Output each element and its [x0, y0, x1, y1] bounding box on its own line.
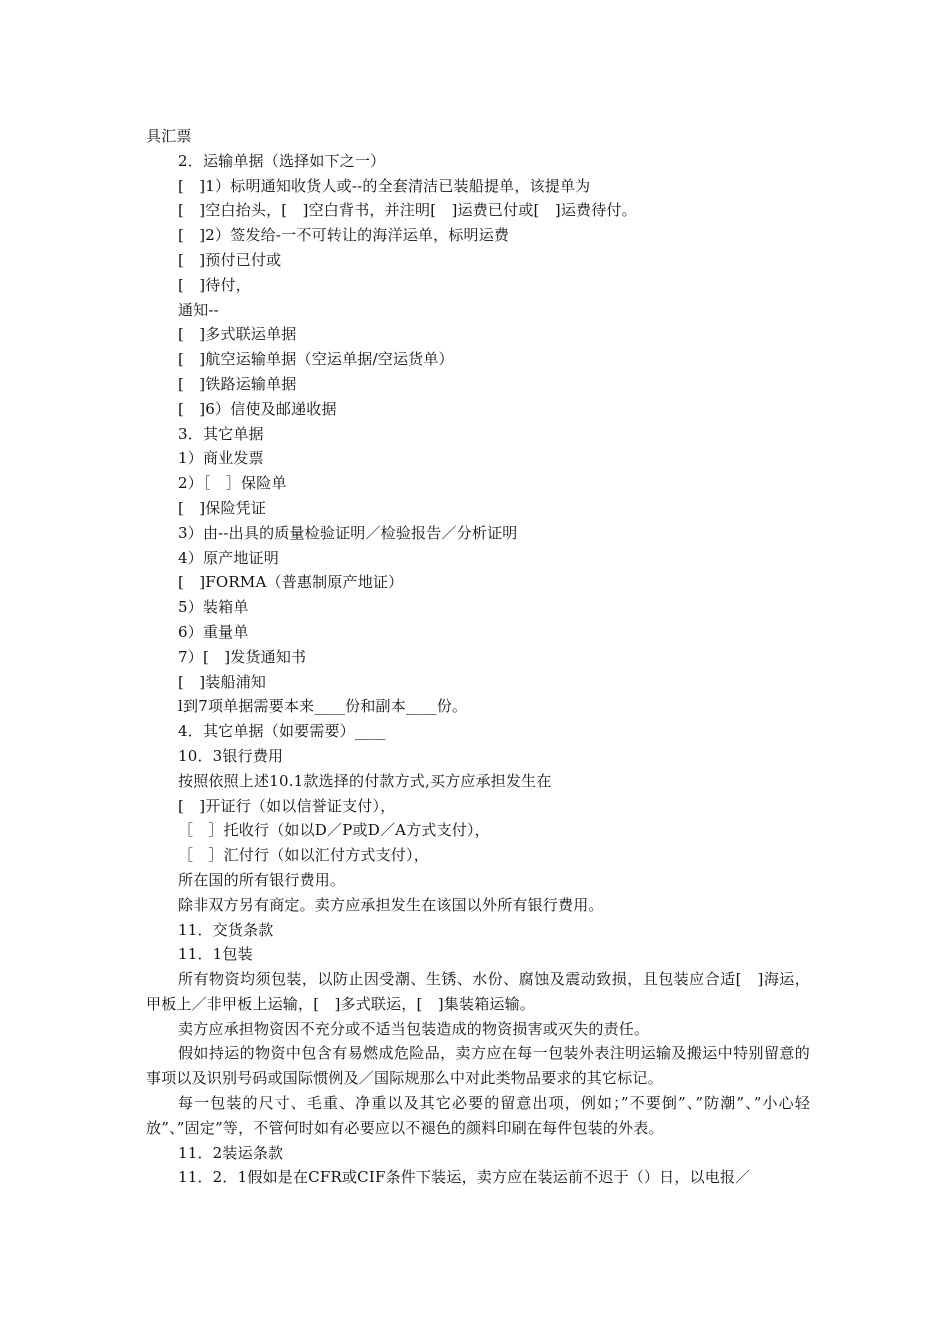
- text-line: [ ]开证行（如以信誉证支付），: [178, 796, 396, 815]
- document-body: [146, 124, 810, 1190]
- text-line: 11．2装运条款: [178, 1143, 284, 1162]
- text-line: 11．1包装: [178, 945, 253, 964]
- text-line: [ ]装船浦知: [178, 672, 267, 691]
- text-line: 2．运输单据（选择如下之一）: [178, 151, 386, 170]
- text-line: [ ]待付，: [178, 275, 251, 294]
- text-line: 3）由--出具的质量检验证明／检验报告／分析证明: [178, 523, 518, 542]
- text-line: [ ]保险凭证: [178, 498, 267, 517]
- text-line: 4．其它单据（如要需要）____: [178, 722, 386, 741]
- text-line: [ ]预付已付或: [178, 250, 282, 269]
- paragraph: 每一包装的尺寸、毛重、净重以及其它必要的留意出项，例如；”不要倒”、”防潮”、”小心轻放”、”固定”等，不管何时如有必要应以不褪色的颜料印刷在每件包装的外表。: [146, 1094, 810, 1137]
- text-line: [ ]FORMA（普惠制原产地证）: [178, 573, 404, 592]
- text-line: [ ]2）签发给-一不可转让的海洋运单，标明运费: [178, 226, 510, 245]
- text-line: [ ]航空运输单据（空运单据/空运货单）: [178, 350, 454, 369]
- text-line: ［ ］托收行（如以D／P或D／A方式支付），: [178, 821, 490, 840]
- text-line: 3．其它单据: [178, 424, 264, 443]
- paragraph: 所有物资均须包装，以防止因受潮、生锈、水份、腐蚀及震动致损，且包装应合适[ ]海运，甲板上／非甲板上运输，[ ]多式联运，[ ]集装箱运输。: [146, 970, 810, 1013]
- text-line: 除非双方另有商定。卖方应承担发生在该国以外所有银行费用。: [178, 895, 604, 914]
- text-line: [ ]1）标明通知收货人或--的全套清洁已装船提单，该提单为: [178, 176, 591, 195]
- text-line: 11．2．1假如是在CFR或CIF条件下装运，卖方应在装运前不迟于（）日，以电报／: [178, 1168, 751, 1187]
- text-line: 通知--: [178, 300, 219, 319]
- text-line: 11．交货条款: [178, 920, 274, 939]
- text-line: 具汇票: [146, 127, 192, 145]
- text-line: 2）［ ］保险单: [178, 474, 287, 493]
- text-line: [ ]多式联运单据: [178, 325, 297, 344]
- paragraph: 卖方应承担物资因不充分或不适当包装造成的物资损害或灭失的责任。: [178, 1019, 650, 1038]
- text-line: 所在国的所有银行费用。: [178, 870, 346, 889]
- text-line: l到7项单据需要本来____份和副本____份。: [178, 697, 468, 716]
- text-line: [ ]6）信使及邮递收据: [178, 399, 337, 418]
- text-line: 7）[ ]发货通知书: [178, 647, 307, 666]
- text-line: [ ]铁路运输单据: [178, 374, 297, 393]
- text-line: 10．3银行费用: [178, 746, 284, 765]
- text-line: 1）商业发票: [178, 449, 264, 468]
- paragraph: 假如持运的物资中包含有易燃成危险品，卖方应在每一包装外表注明运输及搬运中特别留意的事项以及识别号码或国际惯例及／国际规那么中对此类物品要求的其它标记。: [146, 1044, 810, 1088]
- text-line: ［ ］汇付行（如以汇付方式支付），: [178, 846, 429, 865]
- text-line: 按照依照上述10.1款选择的付款方式,买方应承担发生在: [178, 771, 552, 790]
- text-line: 4）原产地证明: [178, 548, 279, 567]
- text-line: [ ]空白抬头，[ ]空白背书，并注明[ ]运费已付或[ ]运费待付。: [178, 201, 637, 220]
- text-line: 6）重量单: [178, 622, 249, 641]
- text-line: 5）装箱单: [178, 598, 249, 617]
